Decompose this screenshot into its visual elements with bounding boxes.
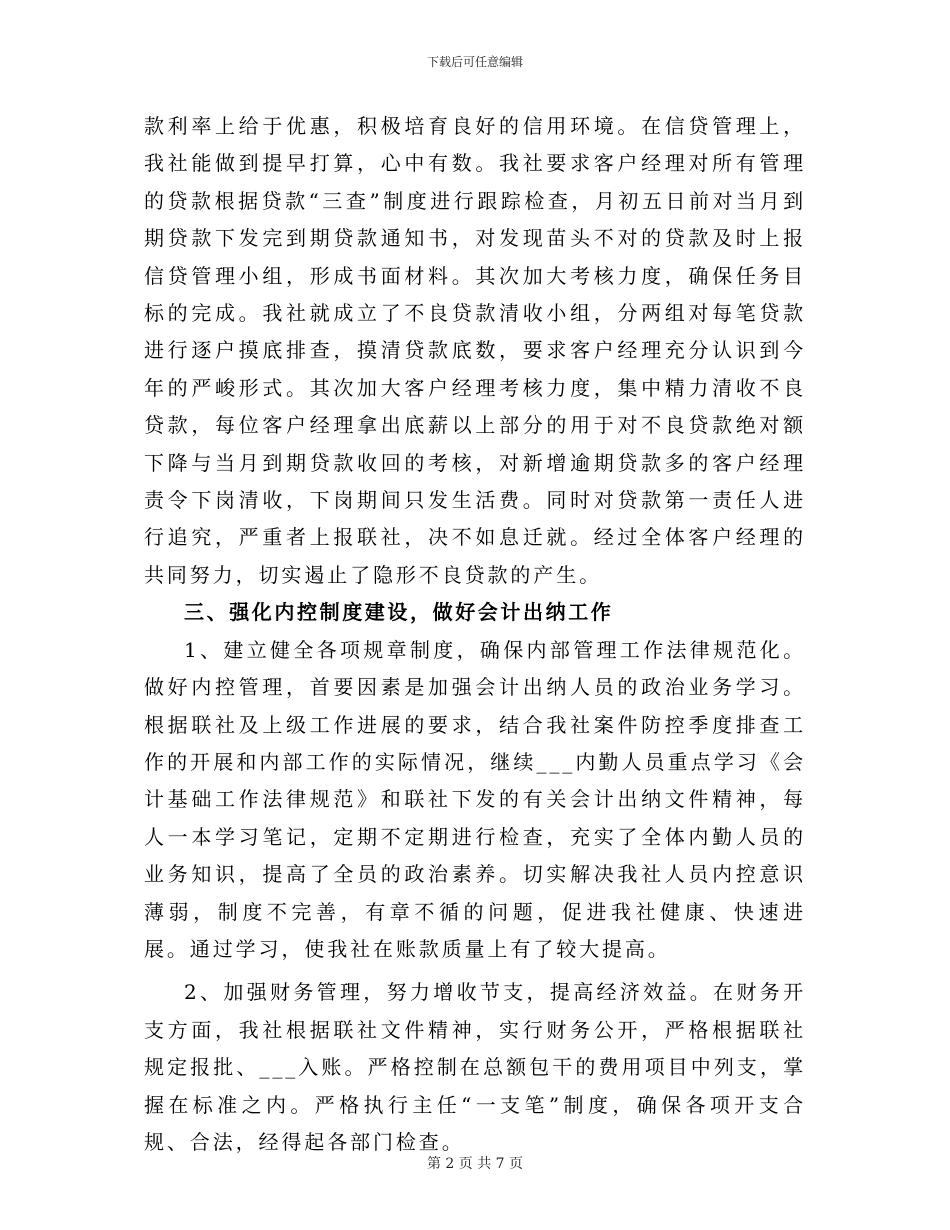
paragraph-internal-rules: 1、建立健全各项规章制度，确保内部管理工作法律规范化。做好内控管理，首要因素是加强会计出纳人员的政治业务学习。根据联社及上级工作进展的要求，结合我社案件防控季度排查工作的开展和内部工作的实际情况，继续___内勤人员重点学习《会计基础工作法律规范》和联社下发的有关会计出纳文件精神，每人一本学习笔记，定期不定期进行检查，充实了全体内勤人员的业务知识，提高了全员的政治素养。切实解决我社人员内控意识薄弱，制度不完善，有章不循的问题，促进我社健康、快速进展。通过学习，使我社在账款质量上有了较大提高。 [144, 637, 806, 961]
paragraph-financial-management: 2、加强财务管理，努力增收节支，提高经济效益。在财务开支方面，我社根据联社文件精神，实行财务公开，严格根据联社规定报批、___入账。严格控制在总额包干的费用项目中列支，掌握在标准之内。严格执行主任“一支笔”制度，确保各项开支合规、合法，经得起各部门检查。 [144, 980, 806, 1154]
page-number: 第 2 页 共 7 页 [426, 1156, 524, 1172]
continued-paragraph: 款利率上给于优惠，积极培育良好的信用环境。在信贷管理上，我社能做到提早打算，心中有数。我社要求客户经理对所有管理的贷款根据贷款“三查”制度进行跟踪检查，月初五日前对当月到期贷款下发完到期贷款通知书，对发现苗头不对的贷款及时上报信贷管理小组，形成书面材料。其次加大考核力度，确保任务目标的完成。我社就成立了不良贷款清收小组，分两组对每笔贷款进行逐户摸底排查，摸清贷款底数，要求客户经理充分认识到今年的严峻形式。其次加大客户经理考核力度，集中精力清收不良贷款，每位客户经理拿出底薪以上部分的用于对不良贷款绝对额下降与当月到期贷款收回的考核，对新增逾期贷款多的客户经理责令下岗清收，下岗期间只发生活费。同时对贷款第一责任人进行追究，严重者上报联社，决不如息迁就。经过全体客户经理的共同努力，切实遏止了隐形不良贷款的产生。 [144, 114, 806, 587]
document-body [144, 108, 806, 1161]
section-heading: 三、强化内控制度建设，做好会计出纳工作 [184, 600, 614, 625]
page-header: 下载后可任意编辑 [426, 55, 523, 69]
